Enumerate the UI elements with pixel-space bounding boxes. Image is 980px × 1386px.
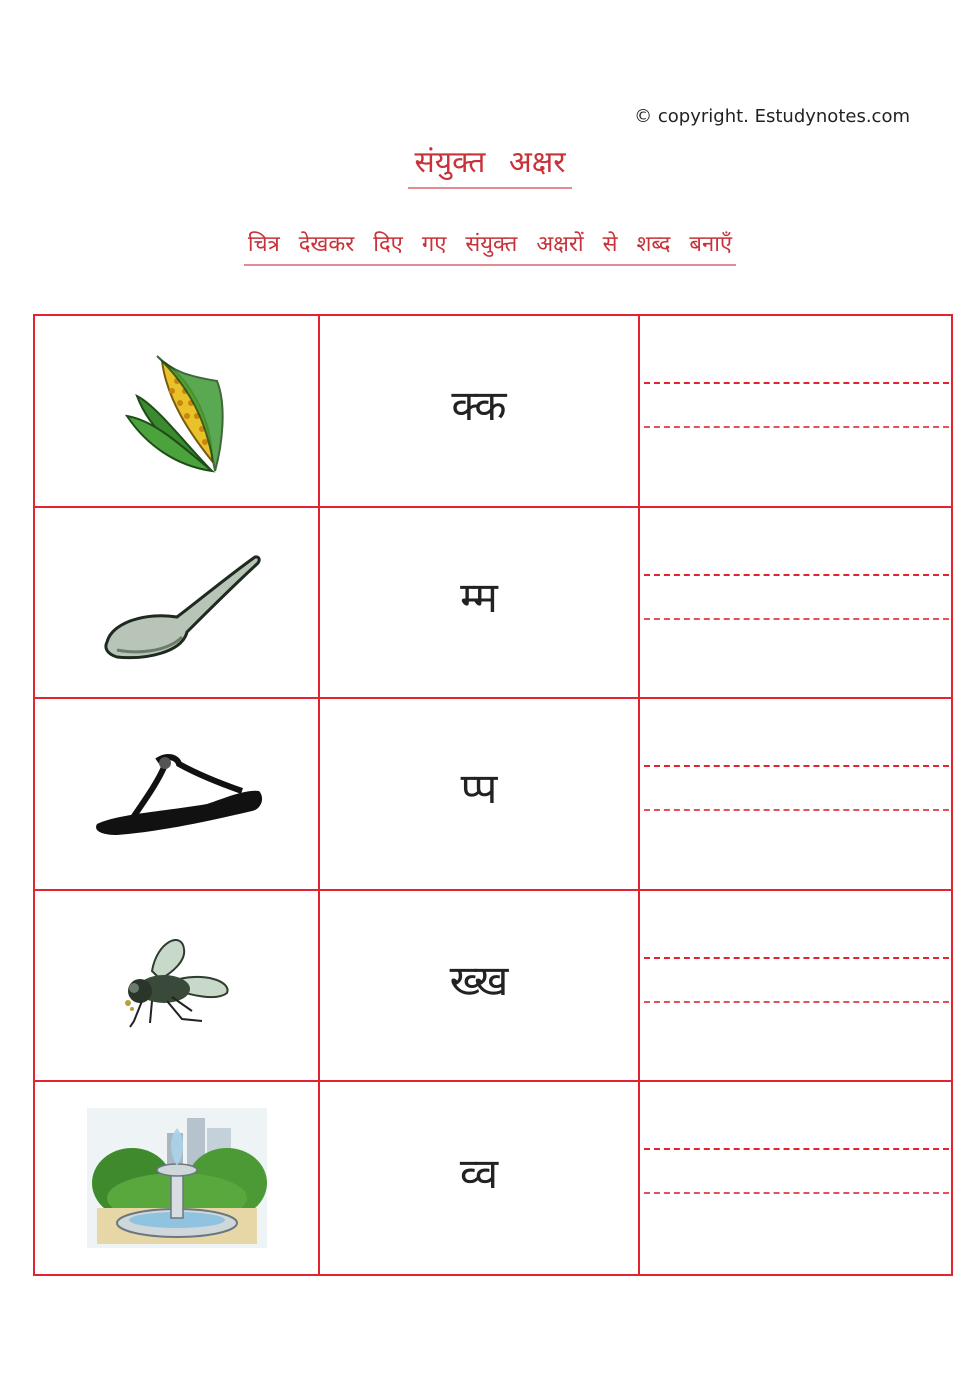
- picture-cell: [35, 699, 320, 891]
- letters-cell: [320, 891, 640, 1083]
- answer-cell[interactable]: [640, 1082, 951, 1274]
- writing-line: [644, 809, 949, 811]
- worksheet-table: [33, 314, 953, 1276]
- conjunct-letters: व्व: [459, 1148, 499, 1198]
- writing-line: [644, 1001, 949, 1003]
- letters-cell: [320, 316, 640, 508]
- page-title-wrap: [0, 140, 980, 189]
- answer-cell[interactable]: [640, 508, 951, 700]
- letters-cell: [320, 699, 640, 891]
- page-title: संयुक्त अक्षर: [408, 140, 571, 189]
- fountain-icon: [87, 1108, 267, 1248]
- picture-cell: [35, 891, 320, 1083]
- answer-cell[interactable]: [640, 891, 951, 1083]
- sandal-icon: [87, 749, 267, 839]
- picture-cell: [35, 316, 320, 508]
- picture-cell: [35, 1082, 320, 1274]
- conjunct-letters: ख्ख: [449, 956, 509, 1006]
- corn-icon: [117, 346, 237, 476]
- letters-cell: [320, 1082, 640, 1274]
- instruction-text: चित्र देखकर दिए गए संयुक्त अक्षरों से शब्द बनाएँ: [244, 228, 736, 266]
- writing-line: [644, 426, 949, 428]
- answer-cell[interactable]: [640, 316, 951, 508]
- conjunct-letters: प्प: [460, 764, 498, 814]
- writing-line: [644, 1148, 949, 1150]
- conjunct-letters: म्म: [460, 572, 498, 622]
- writing-line: [644, 382, 949, 384]
- writing-line: [644, 618, 949, 620]
- letters-cell: [320, 508, 640, 700]
- writing-line: [644, 765, 949, 767]
- picture-cell: [35, 508, 320, 700]
- spoon-icon: [87, 542, 267, 662]
- writing-line: [644, 1192, 949, 1194]
- fly-icon: [112, 931, 242, 1041]
- answer-cell[interactable]: [640, 699, 951, 891]
- conjunct-letters: क्क: [451, 381, 507, 431]
- copyright-text: © copyright. Estudynotes.com: [634, 106, 910, 127]
- instruction-wrap: [0, 228, 980, 266]
- writing-line: [644, 574, 949, 576]
- writing-line: [644, 957, 949, 959]
